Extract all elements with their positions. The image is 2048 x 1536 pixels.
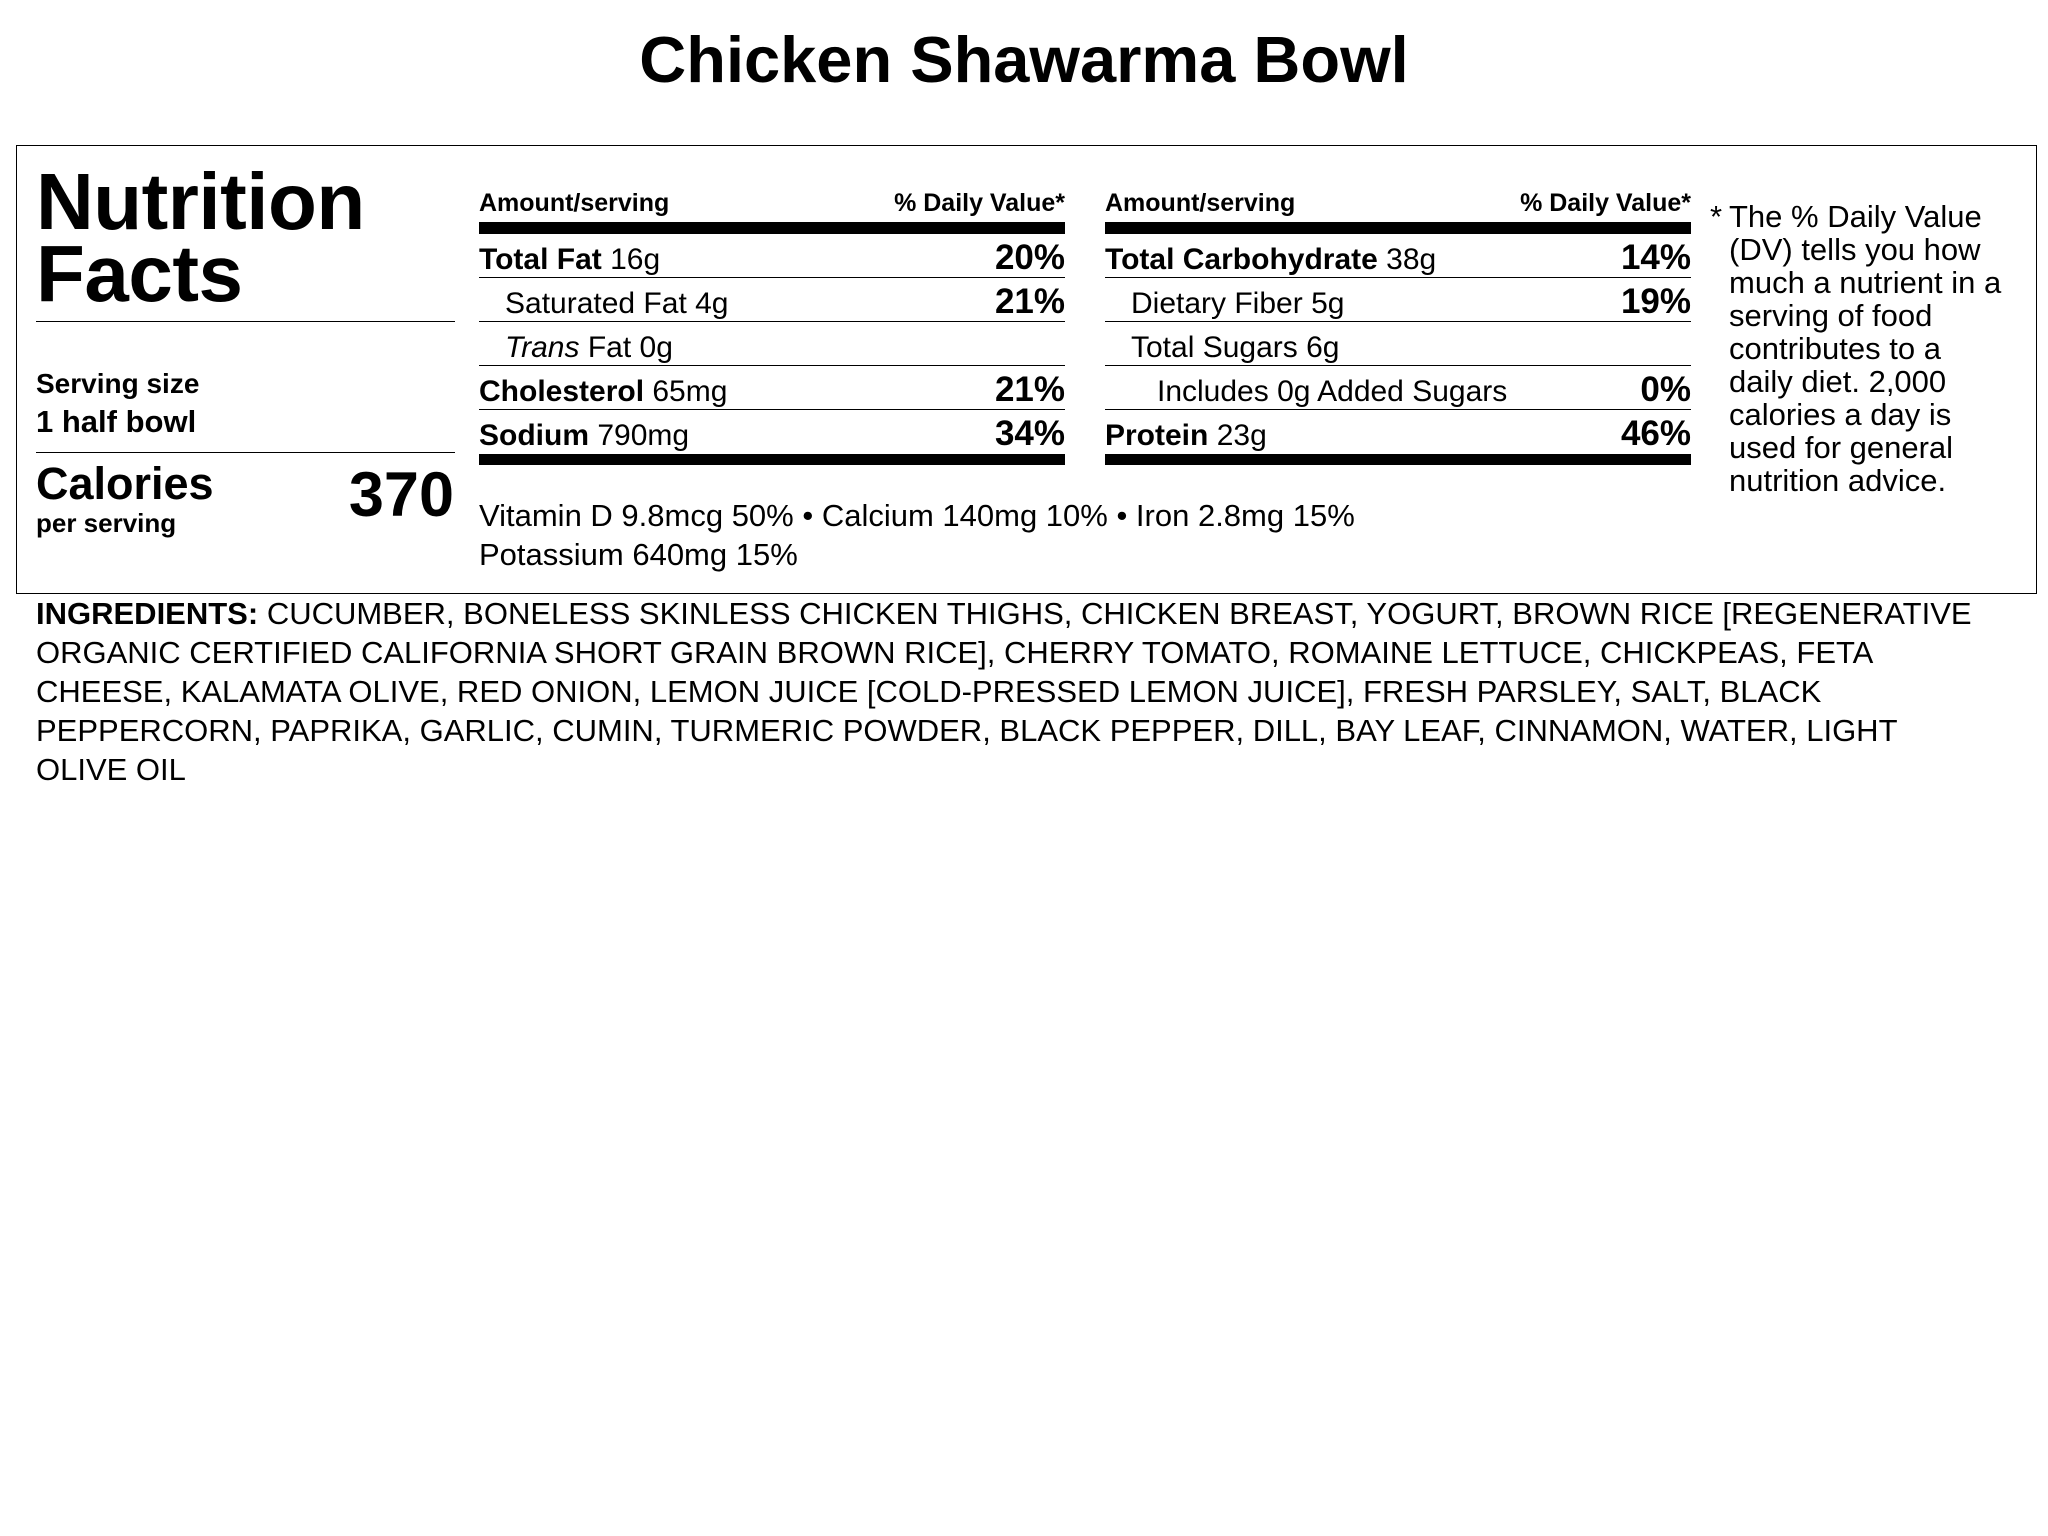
heading-line-1: Nutrition: [36, 157, 365, 246]
nutrient-dv: 21%: [994, 282, 1065, 321]
daily-value-header: % Daily Value*: [1520, 189, 1691, 217]
nutrient-row-total-carbohydrate: [1105, 234, 1691, 278]
nutrition-facts-heading: [36, 157, 365, 318]
thick-divider: [1105, 454, 1691, 465]
nutrient-amount: 790mg: [597, 419, 690, 452]
nutrient-row-total-sugars: [1105, 322, 1691, 366]
nutrient-amount: 4g: [695, 287, 729, 320]
page-title: Chicken Shawarma Bowl: [639, 23, 1409, 96]
vitamins-line-1: Vitamin D 9.8mcg 50% • Calcium 140mg 10% • Iron 2.8mg 15%: [479, 498, 1355, 533]
nutrient-dv: 46%: [1620, 414, 1691, 453]
heading-line-2: Facts: [36, 229, 243, 318]
nutrient-row-trans-fat: [479, 322, 1065, 366]
nutrient-amount: 38g: [1386, 243, 1437, 276]
divider: [36, 452, 455, 453]
serving-size-value: 1 half bowl: [36, 404, 197, 439]
nutrient-name: Total Sugars: [1131, 331, 1298, 364]
daily-value-header: % Daily Value*: [894, 189, 1065, 217]
nutrient-dv: 14%: [1620, 238, 1691, 277]
nutrient-row-total-fat: [479, 234, 1065, 278]
column-header: [1105, 186, 1691, 220]
ingredients-statement: [36, 594, 1996, 789]
nutrient-column-right: [1105, 186, 1691, 465]
nutrient-name: Includes 0g Added Sugars: [1157, 375, 1508, 408]
nutrient-amount: 0g: [639, 331, 673, 364]
nutrition-facts-panel: [16, 145, 2037, 594]
nutrient-amount: 16g: [610, 243, 661, 276]
nutrient-dv: 0%: [1640, 370, 1691, 409]
nutrient-name: Protein: [1105, 419, 1209, 452]
nutrient-name: Sodium: [479, 419, 589, 452]
thick-divider: [479, 222, 1065, 234]
nutrient-name: Cholesterol: [479, 375, 645, 408]
thick-divider: [479, 454, 1065, 465]
nutrient-dv: 21%: [994, 370, 1065, 409]
nutrient-row-protein: [1105, 410, 1691, 454]
vitamins-line-2: Potassium 640mg 15%: [479, 537, 798, 572]
nutrient-name: Fat: [587, 331, 632, 364]
ingredients-text: CUCUMBER, BONELESS SKINLESS CHICKEN THIGHS, CHICKEN BREAST, YOGURT, BROWN RICE [REGENERATIVE ORGANIC CERTIFIED CALIFORNIA SHORT GRAIN BROWN RICE], CHERRY TOMATO, ROMAINE LETTUCE, CHICKPEAS, FETA CHEESE, KALAMATA OLIVE, RED ONION, LEMON JUICE [COLD-PRESSED LEMON JUICE], FRESH PARSLEY, SALT, BLACK PEPPERCORN, PAPRIKA, GARLIC, CUMIN, TURMERIC POWDER, BLACK PEPPER, DILL, BAY LEAF, CINNAMON, WATER, LIGHT OLIVE OIL: [36, 596, 1972, 787]
nutrient-name: Total Fat: [479, 243, 602, 276]
footnote-text: The % Daily Value (DV) tells you how much a nutrient in a serving of food contributes to a daily diet. 2,000 calories a day is used for general nutrition advice.: [1729, 199, 2002, 498]
footnote-asterisk: *: [1710, 199, 1723, 234]
nutrient-column-left: [479, 186, 1065, 465]
ingredients-label: INGREDIENTS:: [36, 596, 259, 631]
calories-label: Calories: [36, 458, 214, 509]
nutrient-row-saturated-fat: [479, 278, 1065, 322]
nutrient-row-added-sugars: [1105, 366, 1691, 410]
nutrient-amount: 65mg: [652, 375, 728, 408]
nutrient-dv: 19%: [1620, 282, 1691, 321]
nutrient-row-dietary-fiber: [1105, 278, 1691, 322]
amount-per-serving-header: Amount/serving: [479, 189, 670, 217]
column-header: [479, 186, 1065, 220]
nutrient-amount: 5g: [1311, 287, 1345, 320]
daily-value-footnote: [1710, 200, 2010, 497]
calories-value: 370: [348, 460, 454, 530]
nutrient-name: Dietary Fiber: [1131, 287, 1303, 320]
serving-size-label: Serving size: [36, 368, 200, 399]
nutrient-name: Total Carbohydrate: [1105, 243, 1378, 276]
divider: [36, 321, 455, 322]
nutrient-name: Saturated Fat: [505, 287, 687, 320]
nutrient-dv: 20%: [994, 238, 1065, 277]
vitamins-minerals: [479, 496, 1355, 574]
calories-per-serving: per serving: [36, 508, 177, 538]
nutrient-amount: 6g: [1306, 331, 1340, 364]
nutrient-row-sodium: [479, 410, 1065, 454]
amount-per-serving-header: Amount/serving: [1105, 189, 1296, 217]
nutrient-name-italic: Trans: [505, 331, 580, 364]
thick-divider: [1105, 222, 1691, 234]
nutrient-amount: 23g: [1216, 419, 1267, 452]
nutrient-dv: 34%: [994, 414, 1065, 453]
nutrient-row-cholesterol: [479, 366, 1065, 410]
